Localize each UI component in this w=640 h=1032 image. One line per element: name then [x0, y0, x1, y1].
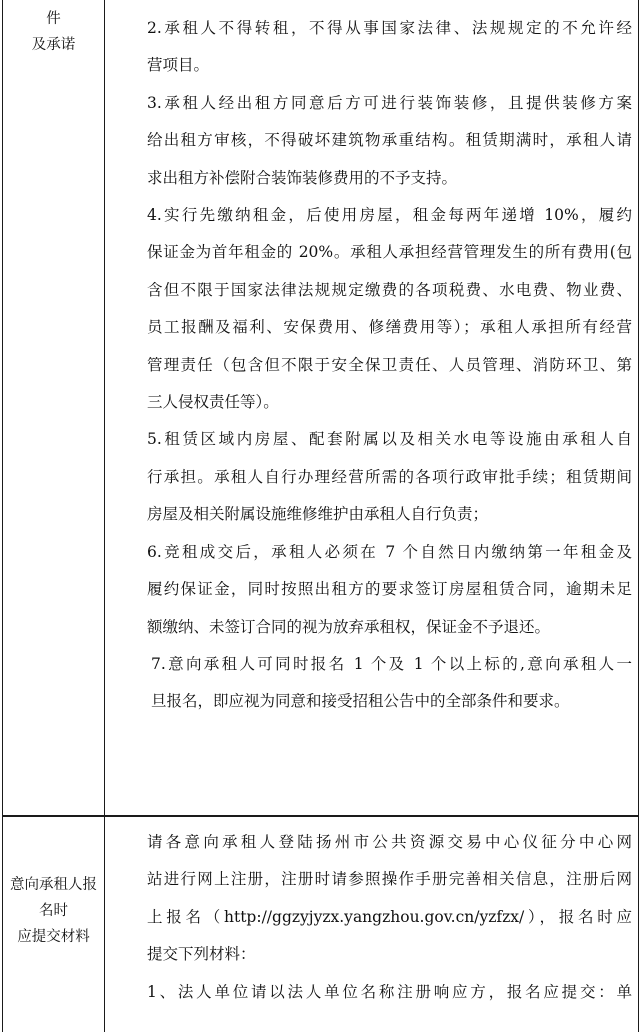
text-line: 含但不限于国家法律法规规定缴费的各项税费、水电费、物业费、	[147, 280, 632, 299]
text-line: 给出租方审核，不得破坏建筑物承重结构。租赁期满时，承租人请	[147, 131, 632, 150]
text-line: 5.租赁区域内房屋、配套附属以及相关水电等设施由承租人自	[147, 430, 632, 449]
text-line: 三人侵权责任等）。	[147, 393, 279, 412]
text-line: 营项目。	[147, 56, 210, 75]
text-line: 保证金为首年租金的 20%。承租人承担经营管理发生的所有费用(包	[147, 243, 632, 262]
text-line: 2.承租人不得转租，不得从事国家法律、法规规定的不允许经	[147, 19, 632, 37]
table-row-divider	[2, 815, 639, 817]
text-line: 1、法人单位请以法人单位名称注册响应方，报名应提交：单	[147, 982, 632, 1001]
row-label-conditions	[3, 6, 104, 58]
row-content-conditions	[116, 10, 632, 721]
text-line: 行承担。承租人自行办理经营所需的各项行政审批手续；租赁期间	[147, 467, 632, 486]
text-line: 履约保证金，同时按照出租方的要求签订房屋租赁合同，逾期未足	[147, 580, 632, 599]
row-label-line: 名时	[39, 903, 68, 919]
table-border-right	[638, 0, 639, 1032]
clause-7	[116, 646, 632, 721]
row-label-line: 应提交材料	[17, 929, 90, 945]
row-label-line: 意向承租人报	[10, 877, 97, 893]
text-line: 旦报名，即应视为同意和接受招租公告中的全部条件和要求。	[151, 692, 570, 711]
text-line: 上报名（http://ggzyjyzx.yangzhou.gov.cn/yzfzx/），报名时应	[147, 907, 632, 926]
clause-5	[116, 421, 632, 533]
text-line: 求出租方补偿附合装饰装修费用的不予支持。	[147, 168, 458, 187]
row-content-registration-materials	[116, 824, 632, 1011]
clause-3	[116, 85, 632, 197]
clause-4	[116, 197, 632, 421]
text-line: 7.意向承租人可同时报名 1 个及 1 个以上标的,意向承租人一	[151, 654, 632, 673]
text-line: 3.承租人经出租方同意后方可进行装饰装修，且提供装修方案	[147, 93, 632, 112]
text-line: 额缴纳、未签订合同的视为放弃承租权，保证金不予退还。	[147, 617, 551, 636]
text-line: 6.竞租成交后，承租人必须在 7 个自然日内缴纳第一年租金及	[147, 542, 632, 561]
text-line: 员工报酬及福利、安保费用、修缮费用等）；承租人承担所有经营	[147, 318, 632, 337]
text-line: 4.实行先缴纳租金，后使用房屋，租金每两年递增 10%，履约	[147, 206, 632, 225]
text-line: 房屋及相关附属设施维修维护由承租人自行负责；	[147, 505, 489, 524]
table-column-divider	[104, 0, 105, 1032]
text-line: 站进行网上注册，注册时请参照操作手册完善相关信息，注册后网	[147, 870, 632, 889]
materials-item-1	[116, 974, 632, 1011]
registration-instructions	[116, 824, 632, 974]
clause-2	[116, 10, 632, 85]
row-label-line: 件	[46, 11, 61, 27]
row-label-line: 及承诺	[31, 37, 76, 53]
clause-6	[116, 534, 632, 646]
text-line: 管理责任（包含但不限于安全保卫责任、人员管理、消防环卫、第	[147, 355, 632, 374]
text-line: 请各意向承租人登陆扬州市公共资源交易中心仪征分中心网	[147, 833, 632, 851]
row-label-registration-materials	[3, 872, 104, 950]
text-line: 提交下列材料：	[147, 945, 256, 964]
